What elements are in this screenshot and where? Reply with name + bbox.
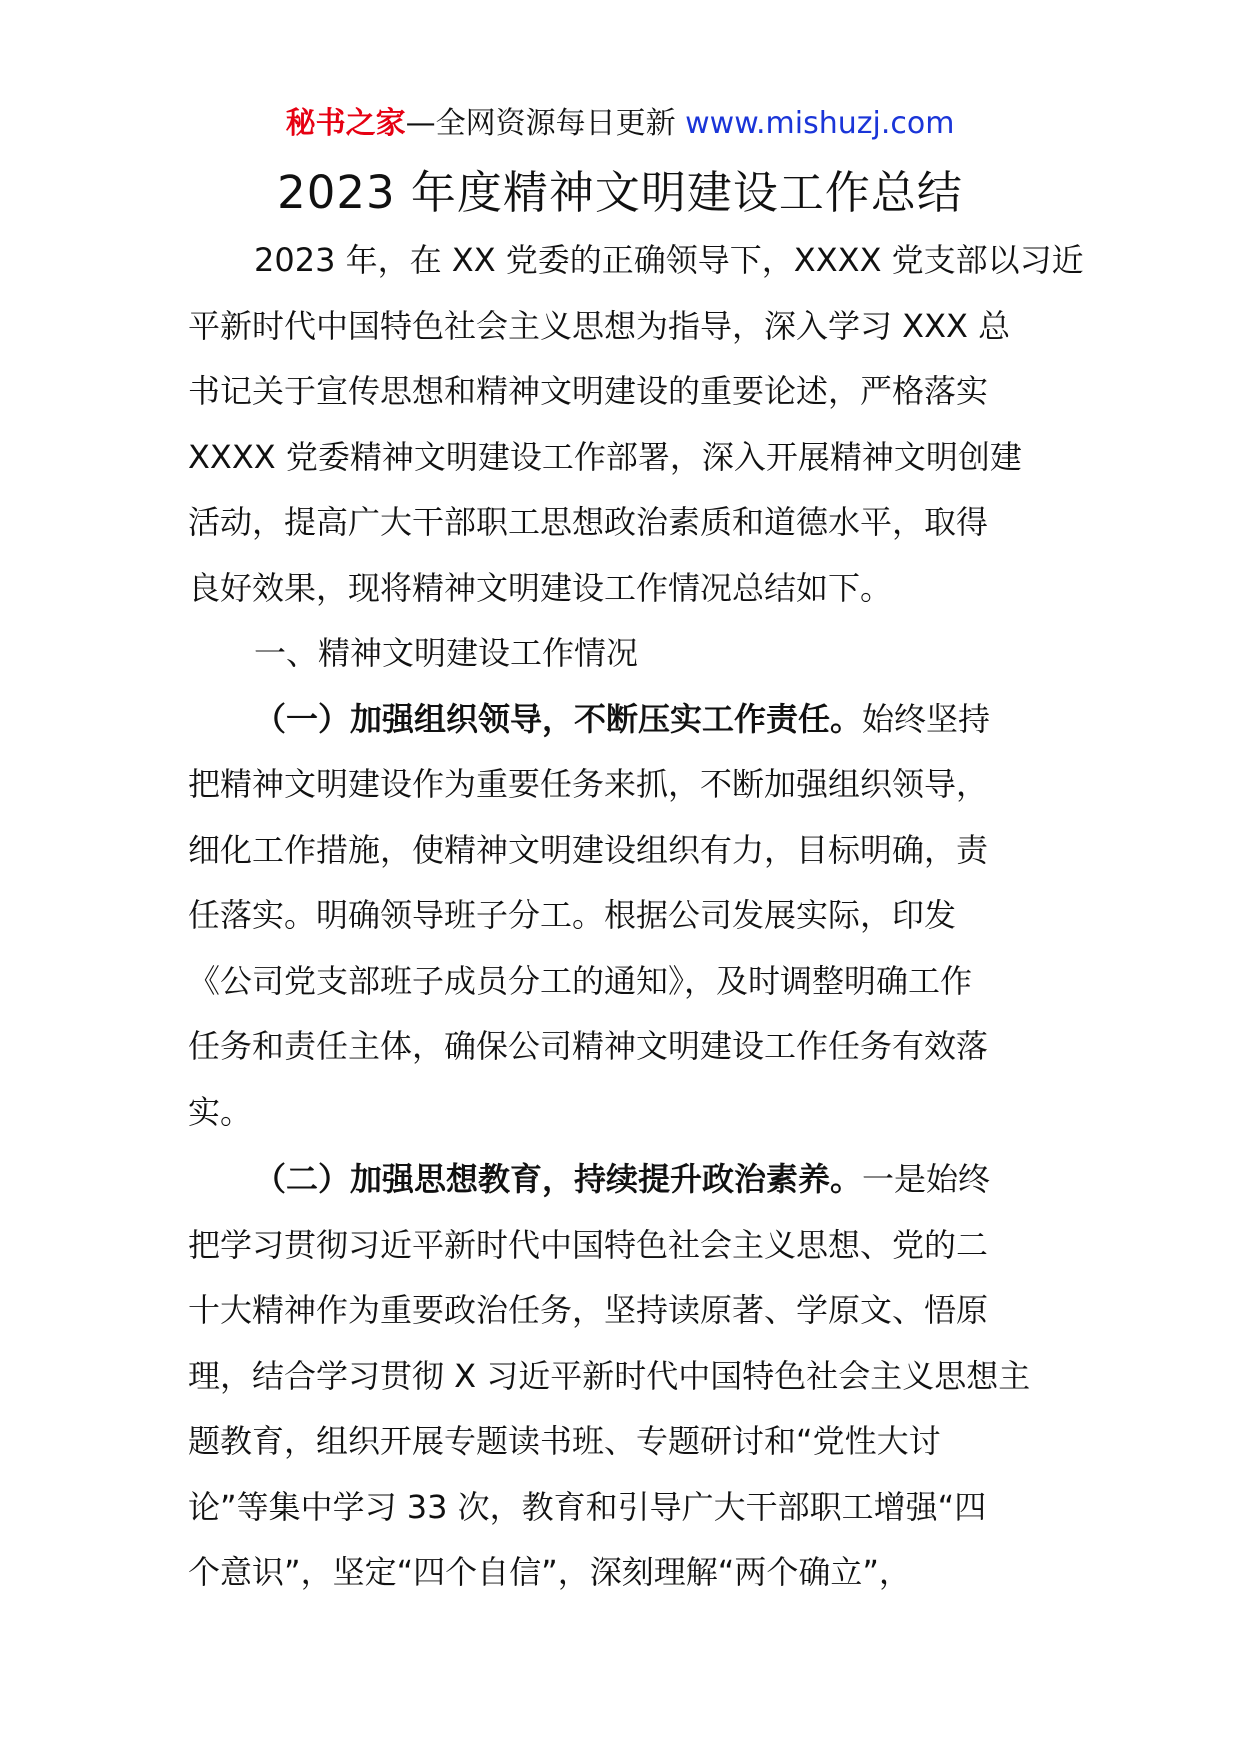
site-header [0,102,1240,146]
site-tagline: —全网资源每日更新 [405,106,686,141]
para1-line: 把精神文明建设作为重要任务来抓，不断加强组织领导， [188,765,989,803]
para1-line: 任落实。明确领导班子分工。根据公司发展实际，印发 [188,896,957,934]
intro-line: 书记关于宣传思想和精神文明建设的重要论述，严格落实 [188,372,989,410]
para1-line: 实。 [188,1092,253,1131]
para2-first-rest: 一是始终 [862,1160,991,1198]
para2-line: 十大精神作为重要政治任务，坚持读原著、学原文、悟原 [188,1291,989,1329]
intro-line: 平新时代中国特色社会主义思想为指导，深入学习 XXX 总 [188,306,1011,345]
intro-line: 2023 年，在 XX 党委的正确领导下，XXXX 党支部以习近 [254,241,1084,279]
para2-line: 个意识”，坚定“四个自信”，深刻理解“两个确立”， [188,1553,911,1591]
para2-line: 理，结合学习贯彻 X 习近平新时代中国特色社会主义思想主 [188,1356,1031,1395]
para1-first-rest: 始终坚持 [862,699,991,738]
para2-line: 把学习贯彻习近平新时代中国特色社会主义思想、党的二 [188,1225,989,1264]
intro-line: XXXX 党委精神文明建设工作部署，深入开展精神文明创建 [188,437,1022,476]
site-brand: 秘书之家 [285,106,406,141]
para1-line: 细化工作措施，使精神文明建设组织有力，目标明确，责 [188,830,989,869]
para1-line: 《公司党支部班子成员分工的通知》，及时调整明确工作 [188,961,973,1000]
para2-first-line [188,1147,1060,1213]
site-url-link[interactable]: www.mishuzj.com [685,106,955,141]
para2-line: 论”等集中学习 33 次，教育和引导广大干部职工增强“四 [188,1487,987,1526]
document-body [188,228,1084,1606]
section-heading: 一、精神文明建设工作情况 [254,634,639,672]
para1-heading: （一）加强组织领导，不断压实工作责任。 [254,699,863,738]
document-title: 2023 年度精神文明建设工作总结 [277,166,963,219]
para1-line: 任务和责任主体，确保公司精神文明建设工作任务有效落 [188,1027,989,1065]
para2-line: 题教育，组织开展专题读书班、专题研讨和“党性大讨 [188,1422,941,1460]
intro-line: 良好效果，现将精神文明建设工作情况总结如下。 [188,568,893,607]
para1-first-line [188,687,1060,753]
intro-line: 活动，提高广大干部职工思想政治素质和道德水平，取得 [188,503,989,541]
para2-heading: （二）加强思想教育，持续提升政治素养。 [254,1160,863,1198]
